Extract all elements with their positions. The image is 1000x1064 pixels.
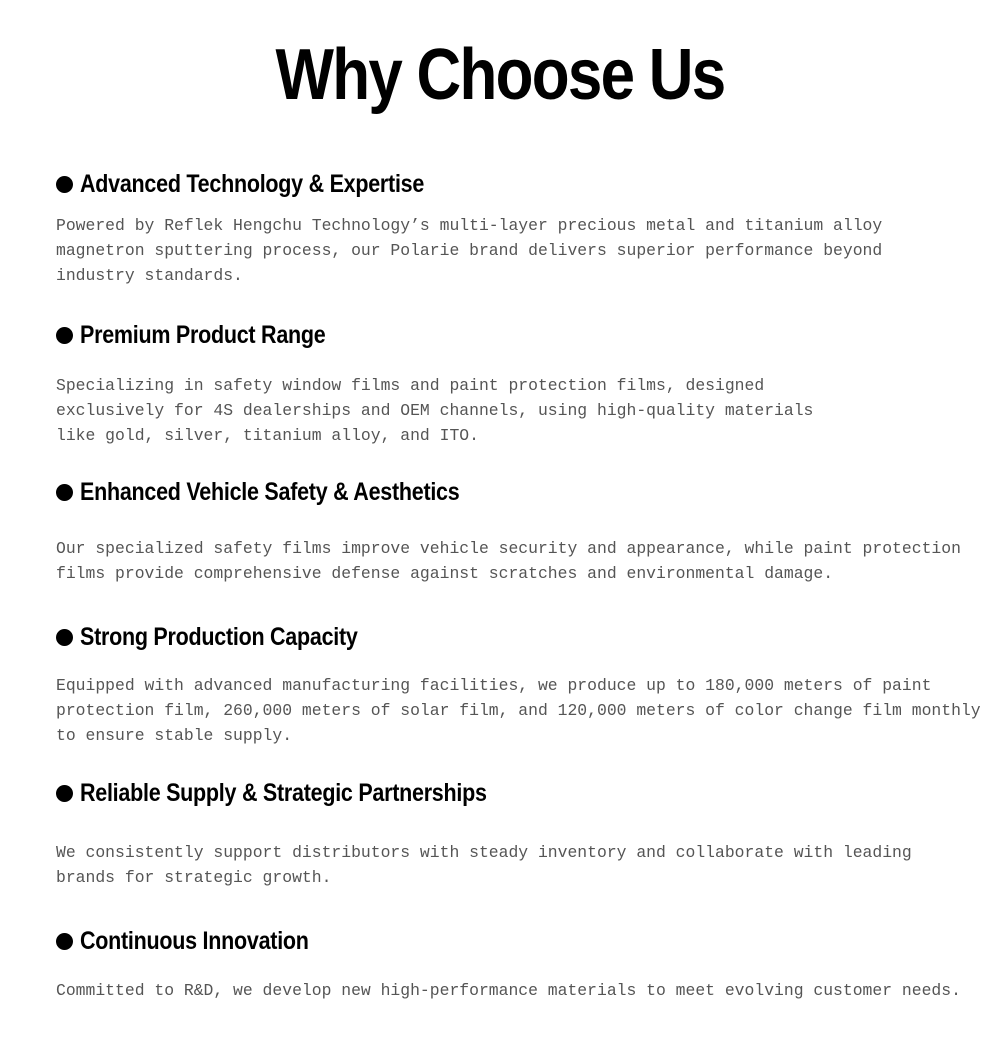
- section-body: Equipped with advanced manufacturing facilities, we produce up to 180,000 meters of paint protection film, 260,000 meters of solar film, and 120,000 meters of color change film monthly to ensure stable supply.: [56, 676, 981, 745]
- section-heading-text: Premium Product Range: [80, 320, 326, 349]
- section-heading-text: Reliable Supply & Strategic Partnerships: [80, 778, 487, 807]
- section-heading-text: Advanced Technology & Expertise: [80, 169, 425, 198]
- section-continuous-innovation: [56, 925, 996, 1003]
- section-heading: [56, 319, 996, 351]
- section-body: Powered by Reflek Hengchu Technology’s multi-layer precious metal and titanium alloy magnetron sputtering process, our Polarie brand delivers superior performance beyond industry standards.: [56, 216, 883, 285]
- section-body: Specializing in safety window films and paint protection films, designed exclusively for 4S dealerships and OEM channels, using high-quality materials like gold, silver, titanium alloy, and ITO.: [56, 376, 814, 445]
- section-premium-product-range: [56, 319, 996, 448]
- bullet-icon: [56, 327, 73, 344]
- section-heading-text: Continuous Innovation: [80, 926, 309, 955]
- bullet-icon: [56, 629, 73, 646]
- section-production-capacity: [56, 621, 996, 748]
- section-body: Our specialized safety films improve vehicle security and appearance, while paint protection films provide comprehensive defense against scratches and environmental damage.: [56, 539, 961, 583]
- section-body: Committed to R&D, we develop new high-performance materials to meet evolving customer needs.: [56, 981, 961, 1000]
- bullet-icon: [56, 176, 73, 193]
- bullet-icon: [56, 484, 73, 501]
- section-advanced-technology: [56, 168, 996, 288]
- section-vehicle-safety: [56, 476, 996, 586]
- section-body: We consistently support distributors with steady inventory and collaborate with leading brands for strategic growth.: [56, 843, 912, 887]
- section-heading: [56, 777, 996, 809]
- section-heading-text: Strong Production Capacity: [80, 622, 358, 651]
- section-heading: [56, 925, 996, 957]
- section-heading: [56, 168, 996, 200]
- section-heading: [56, 476, 996, 508]
- section-reliable-supply: [56, 777, 996, 890]
- section-heading: [56, 621, 996, 653]
- bullet-icon: [56, 785, 73, 802]
- section-heading-text: Enhanced Vehicle Safety & Aesthetics: [80, 477, 460, 506]
- bullet-icon: [56, 933, 73, 950]
- page-title: Why Choose Us: [275, 35, 725, 115]
